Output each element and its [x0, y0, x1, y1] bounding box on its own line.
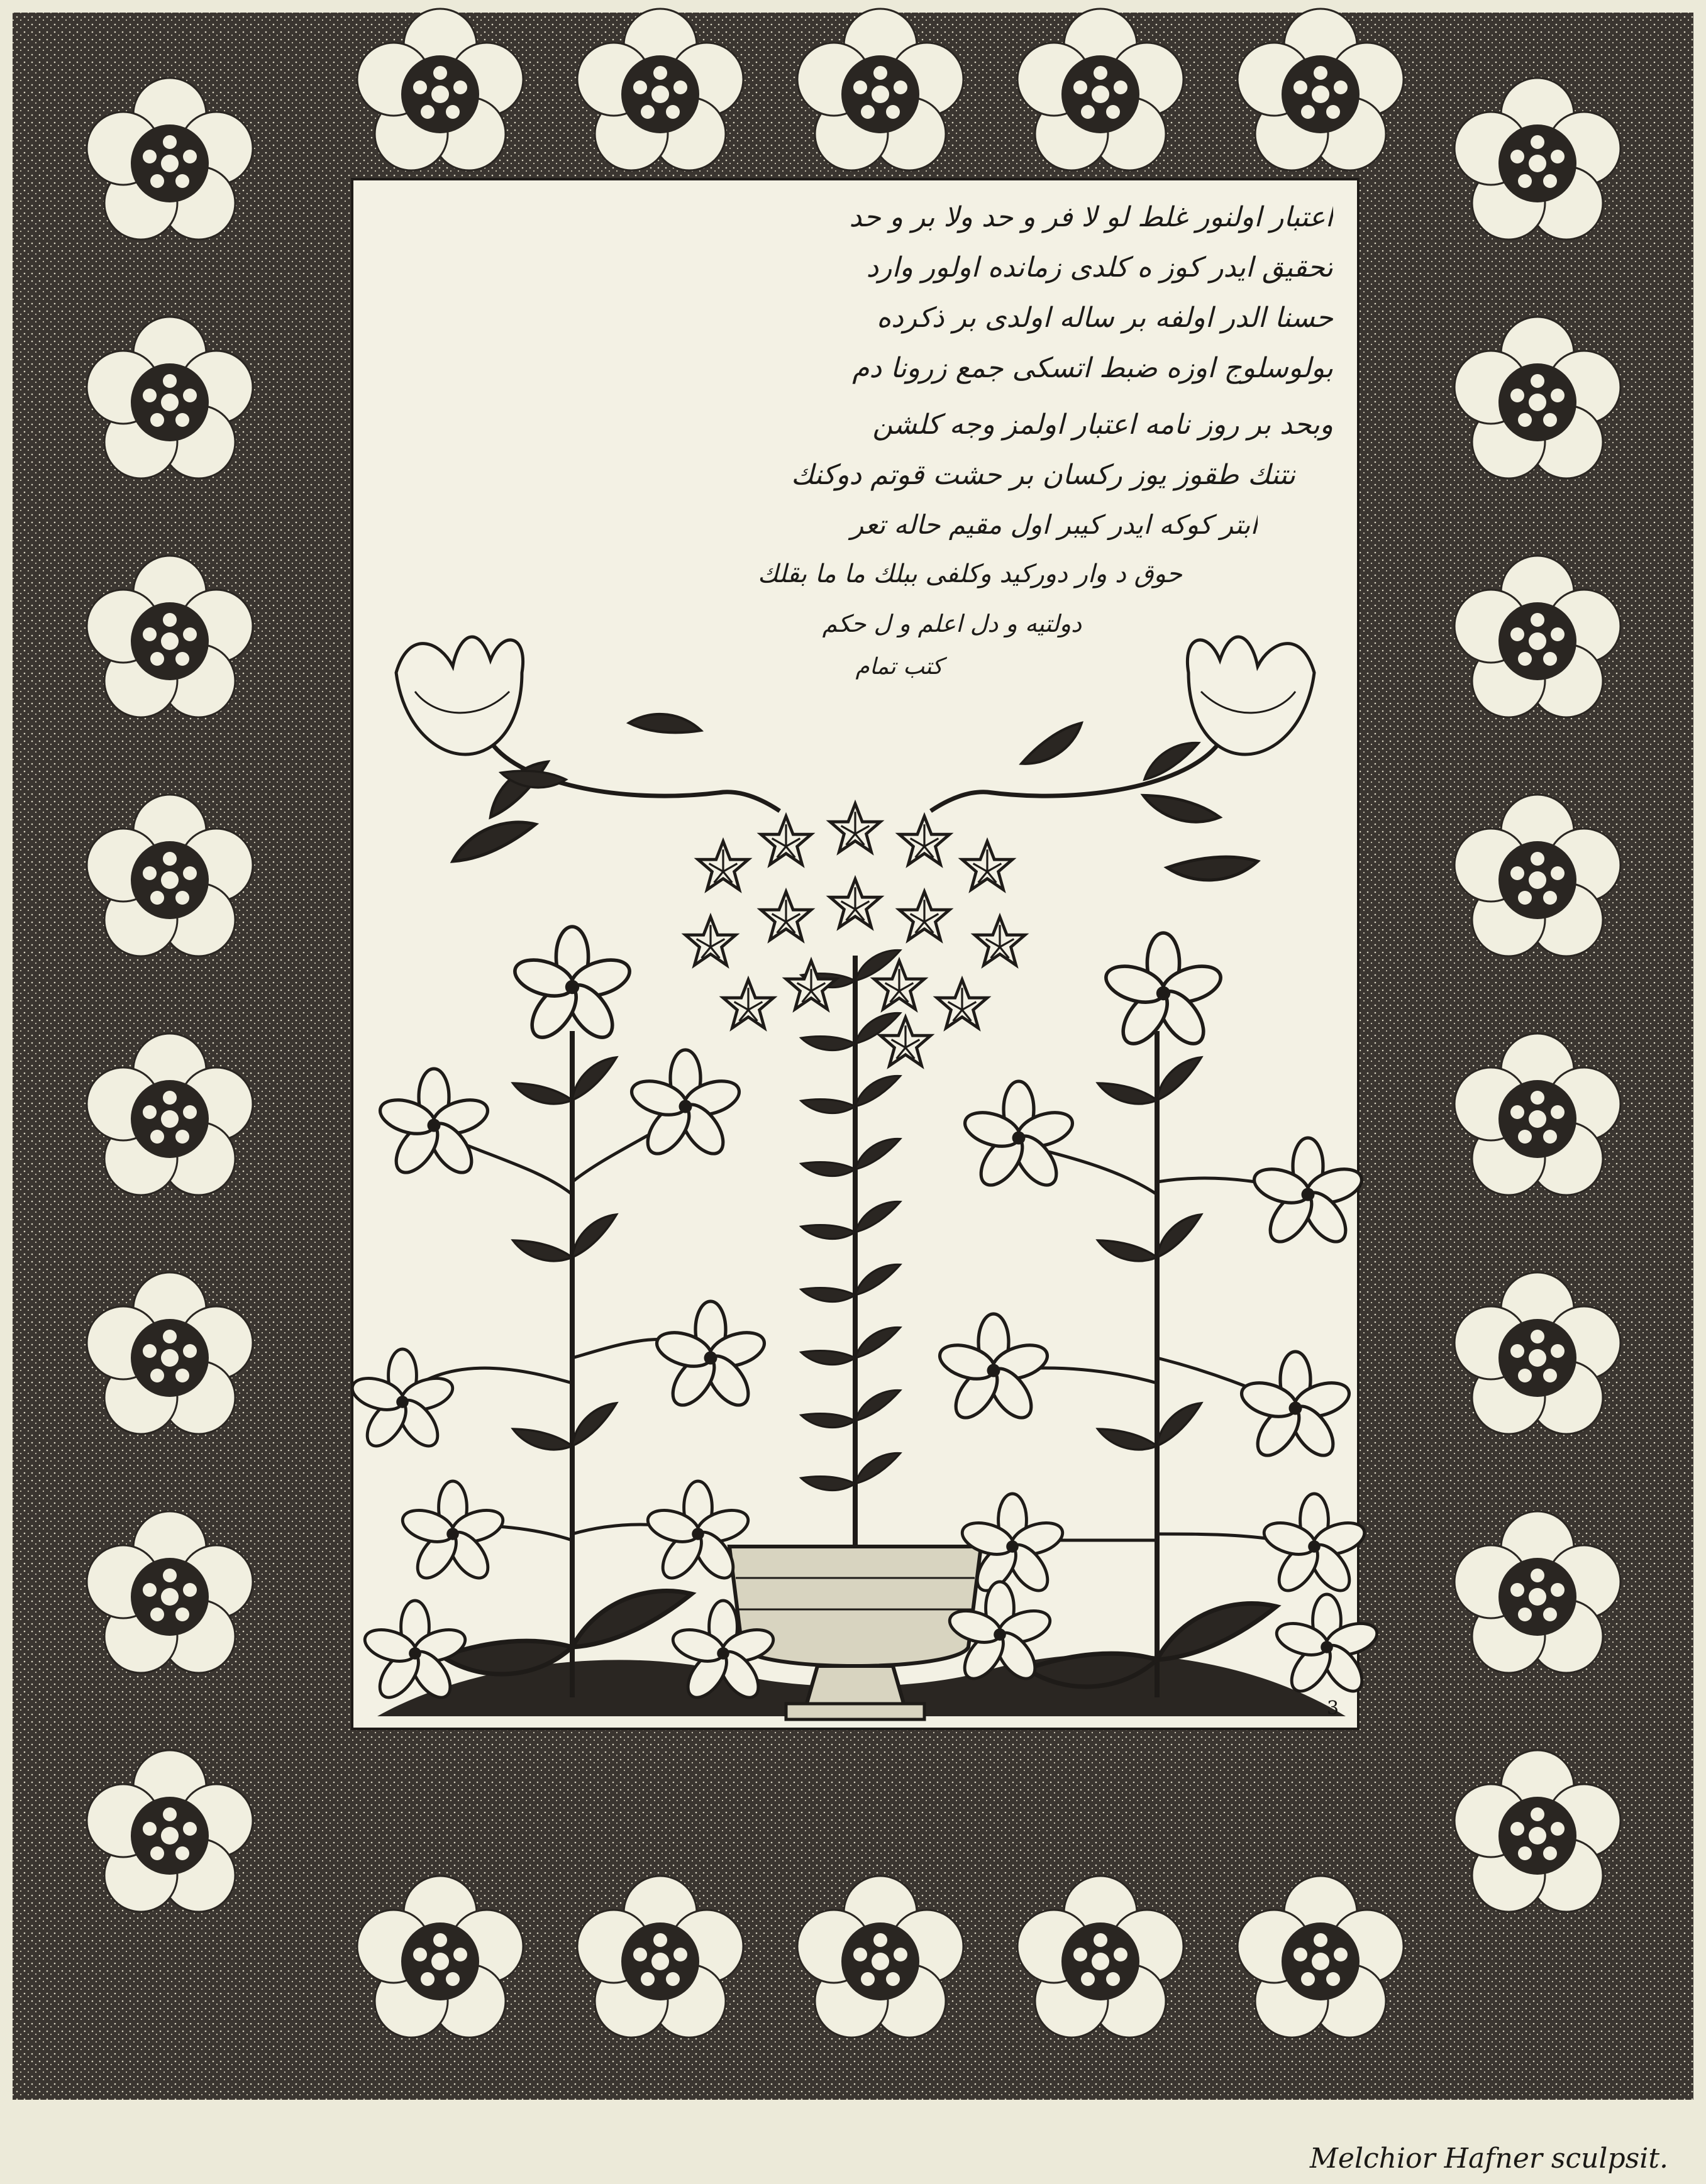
engraver-signature: Melchior Hafner sculpsit. — [1309, 2143, 1668, 2175]
text-line: حوق د وار دوركيد وكلفى ببلك ما ما بقلك — [757, 560, 1182, 588]
text-line: نتنك طقوز يوز ركسان بر حشت قوتم دوكنك — [790, 459, 1295, 491]
text-line: اعتبار اولنور غلط لو لا فر و حد ولا بر و حد — [849, 201, 1333, 233]
text-line: دولتيه و دل اعلم و ل حكم — [822, 610, 1082, 637]
text-line: حسنا الدر اولفه بر ساله اولدى بر ذكرده — [877, 302, 1333, 334]
text-line: بولوسلوج اوزه ضبط اتسكى جمع زرونا دم — [852, 352, 1333, 384]
text-line: ابتر كوكه ايدر كيبر اول مقيم حاله تعر — [850, 509, 1258, 540]
text-line: كتب تمام — [855, 654, 943, 680]
text-line: وبحد بر روز نامه اعتبار اولمز وجه كلشن — [872, 409, 1333, 441]
page-number: 3 — [1327, 1697, 1339, 1719]
text-line: تحقيق ايدر كوز ه كلدى زمانده اولور وارد — [866, 251, 1333, 284]
